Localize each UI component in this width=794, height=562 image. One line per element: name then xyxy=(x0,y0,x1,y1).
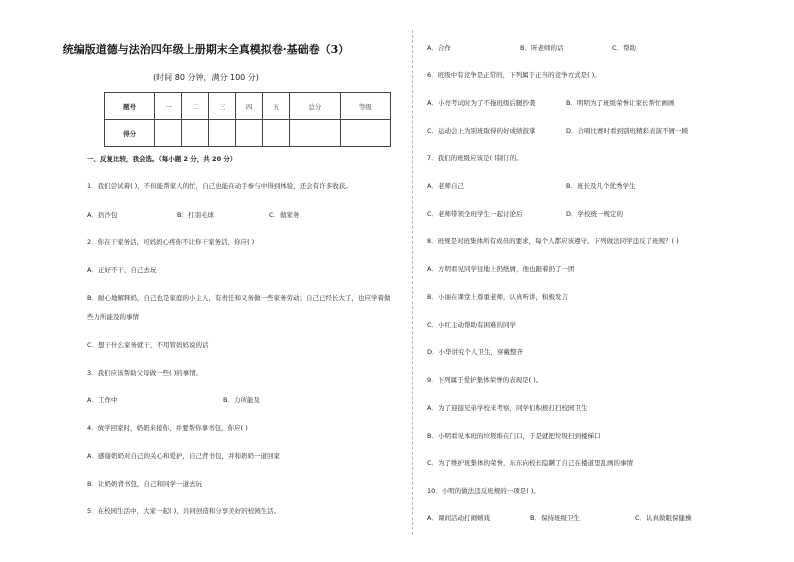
score-cell[interactable] xyxy=(182,120,209,147)
question-4: 4．放学回家时，奶奶来接你，并要帮你拿书包，你应( ) xyxy=(87,424,248,432)
score-cell[interactable] xyxy=(340,120,390,147)
score-table xyxy=(104,92,391,147)
q9-option-a[interactable]: A．为了迎接兄弟学校来考察，同学们积极打扫校园卫生 xyxy=(427,404,588,412)
q8-option-c[interactable]: C．小红主动帮助有困难的同学 xyxy=(427,321,517,329)
question-2: 2．你在干家务活，可妈妈心疼你不让你干家务活，你应( ) xyxy=(87,238,255,246)
q6-option-c[interactable]: C．运动会上为别班取得的好成绩鼓掌 xyxy=(427,127,536,135)
q2-option-c[interactable]: C．想干什么家务就干，不用管妈妈说的话 xyxy=(87,341,209,349)
score-header-cell: 一 xyxy=(155,93,182,120)
question-9: 9．下列属于爱护集体荣誉的表现是( )。 xyxy=(427,376,543,384)
score-header-cell: 题号 xyxy=(105,93,155,120)
score-row-label: 得分 xyxy=(105,120,155,147)
score-table-header-row xyxy=(105,93,391,120)
score-header-cell: 四 xyxy=(236,93,263,120)
q4-option-b[interactable]: B．让奶奶背书包，自己和同学一道去玩 xyxy=(87,480,202,488)
exam-subtitle: (时间 80 分钟，满分 100 分) xyxy=(153,73,259,82)
q2-option-b-continued: 些力所能及的事情 xyxy=(87,313,139,321)
q1-option-b[interactable]: B．打羽毛球 xyxy=(177,211,214,219)
q8-option-a[interactable]: A．方明看见同学往地上扔纸屑，他也跟着扔了一团 xyxy=(427,265,575,273)
question-5: 5．在校园生活中，大家一起( )，共同创造和分享美好的校园生活。 xyxy=(87,507,281,515)
score-header-cell: 三 xyxy=(209,93,236,120)
score-cell[interactable] xyxy=(236,120,263,147)
question-1: 1．我们尝试着( )，不但能帮家人的忙，自己也能在动手参与中得到体验，还会有许多收获。 xyxy=(87,182,352,190)
score-table-score-row xyxy=(105,120,391,147)
column-divider xyxy=(412,30,413,535)
q3-option-b[interactable]: B．力所能及 xyxy=(223,396,260,404)
score-cell[interactable] xyxy=(209,120,236,147)
q3-option-a[interactable]: A．工作中 xyxy=(87,396,118,404)
score-cell[interactable] xyxy=(290,120,340,147)
exam-title: 统编版道德与法治四年级上册期末全真模拟卷·基础卷（3） xyxy=(62,43,350,56)
q10-option-a[interactable]: A．课间活动打闹嬉戏 xyxy=(427,514,490,522)
score-header-cell: 二 xyxy=(182,93,209,120)
score-cell[interactable] xyxy=(155,120,182,147)
q4-option-a[interactable]: A．感谢奶奶对自己的关心和爱护，自己背书包，并和奶奶一道回家 xyxy=(87,452,280,460)
q1-option-c[interactable]: C．做家务 xyxy=(269,211,300,219)
q10-option-c[interactable]: C．认真做眼保健操 xyxy=(635,514,692,522)
score-header-cell: 五 xyxy=(263,93,290,120)
q10-option-b[interactable]: B．保持班级卫生 xyxy=(530,514,580,522)
q6-option-a[interactable]: A．小亮考试时为了不拖班级后腿抄袭 xyxy=(427,99,536,107)
question-6: 6．班级中有竞争是正常的，下列属于正当的竞争方式是( )。 xyxy=(427,71,601,79)
q5-option-a[interactable]: A．合作 xyxy=(427,44,451,52)
q7-option-b[interactable]: B．班长及几个优秀学生 xyxy=(566,182,636,190)
score-cell[interactable] xyxy=(263,120,290,147)
q1-option-a[interactable]: A．扔沙包 xyxy=(87,211,118,219)
q8-option-d[interactable]: D．小华讲究个人卫生，穿戴整齐 xyxy=(427,348,524,356)
q9-option-b[interactable]: B．小明看见本班的垃圾堆在门口，于是就把垃圾扫到楼梯口 xyxy=(427,432,601,440)
q5-option-b[interactable]: B．听老师的话 xyxy=(520,44,564,52)
q7-option-d[interactable]: D．学校统一规定的 xyxy=(566,210,624,218)
question-3: 3．我们应该帮助父母做一些( )的事情。 xyxy=(87,369,203,377)
q7-option-c[interactable]: C．老师带领全班学生一起讨论后 xyxy=(427,210,523,218)
q7-option-a[interactable]: A．老师自己 xyxy=(427,182,464,190)
score-header-cell: 总分 xyxy=(290,93,340,120)
q2-option-a[interactable]: A．正好不干，自己去玩 xyxy=(87,266,157,274)
question-8: 8．班规是对班集体所有成员的要求，每个人都应该遵守。下列做法同学违反了班规？( ) xyxy=(427,237,679,245)
score-header-cell: 等级 xyxy=(340,93,390,120)
question-10: 10．小明的做法违反班规的一项是( )。 xyxy=(427,487,540,495)
q6-option-b[interactable]: B．明明为了班级荣誉让家长帮忙画画 xyxy=(566,99,675,107)
section-heading: 一、反复比较，我会选。（每小题 2 分，共 20 分） xyxy=(87,155,237,163)
q5-option-c[interactable]: C．帮助 xyxy=(612,44,637,52)
q8-option-b[interactable]: B．小丽在课堂上尊重老师，认真听讲，积极发言 xyxy=(427,293,568,301)
q6-option-d[interactable]: D．合唱比赛时看到别班精彩表演不屑一顾 xyxy=(566,127,689,135)
q2-option-b[interactable]: B．耐心地解释妈，自己也是家庭的小主人，有责任和义务做一些家务劳动；自己已经长大了，也应学着做 xyxy=(87,294,391,302)
question-7: 7．我们的班级应该是( )制订的。 xyxy=(427,154,523,162)
q9-option-c[interactable]: C．为了维护班集体的荣誉，东东向校长隐瞒了自己在楼道里乱画的事情 xyxy=(427,459,634,467)
